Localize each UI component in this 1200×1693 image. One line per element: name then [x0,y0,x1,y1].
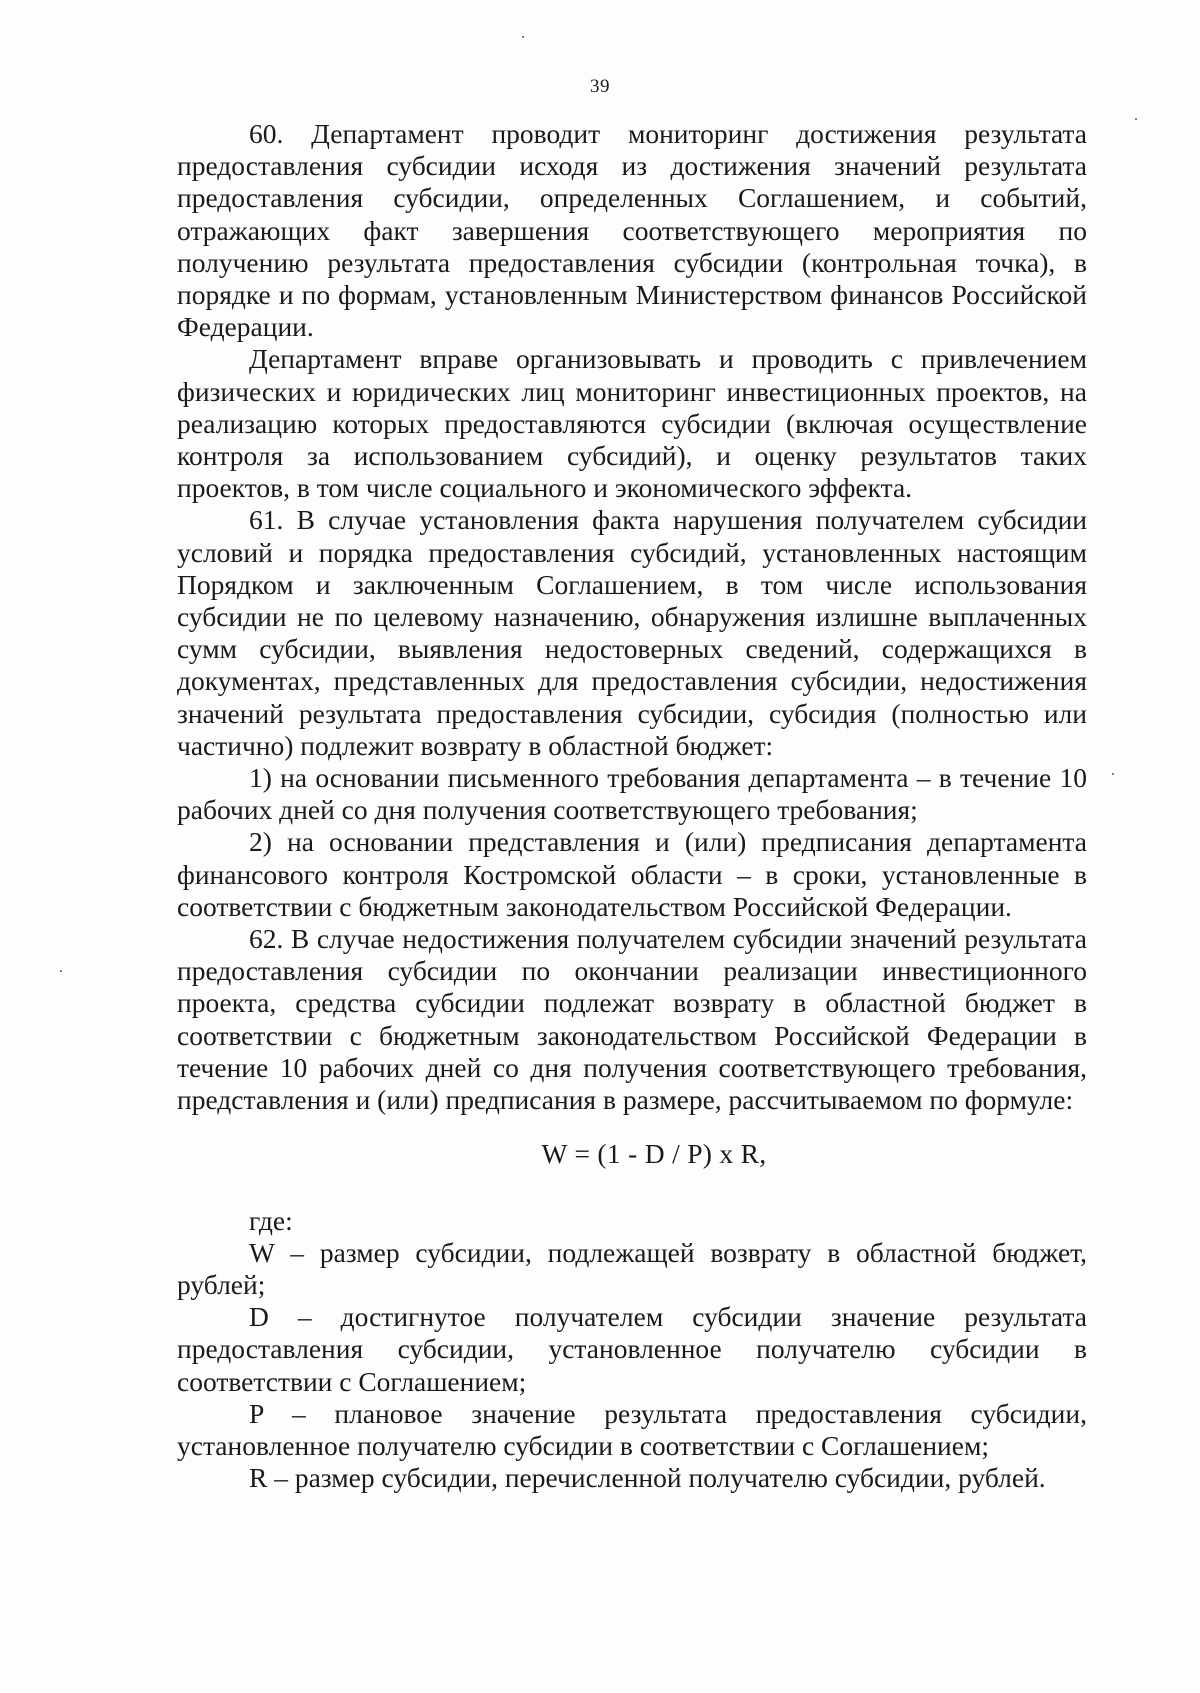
scan-speck [1112,773,1114,775]
paragraph-60: 60. Департамент проводит мониторинг достижения результата предоставления субсидии исходя из достижения значений результата предоставления субсидии, определенных Соглашением, и событий, отражающих факт завершения соответствующего мероприятия по получению результата предоставления субсидии (контрольная точка), в порядке и по формам, установленным Министерством финансов Российской Федерации. [177,118,1087,343]
where-label: где: [249,1204,293,1236]
paragraph-62: 62. В случае недостижения получателем субсидии значений результата предоставления субсидии по окончании реализации инвестиционного проекта, средства субсидии подлежат возврату в областной бюджет в соответствии с бюджетным законодательством Российской Федерации в течение 10 рабочих дней со дня получения соответствующего требования, представления и (или) предписания в размере, рассчитываемом по формуле: [177,923,1087,1116]
paragraph-61: 61. В случае установления факта нарушения получателем субсидии условий и порядка предоставления субсидий, установленных настоящим Порядком и заключенным Соглашением, в том числе использования субсидии не по целевому назначению, обнаружения излишне выплаченных сумм субсидии, выявления недостоверных сведений, содержащихся в документах, представленных для предоставления субсидии, недостижения значений результата предоставления субсидии, субсидия (полностью или частично) подлежит возврату в областной бюджет: [177,504,1087,761]
definition-w: W – размер субсидии, подлежащей возврату в областной бюджет, рублей; [177,1236,1087,1300]
definition-d: D – достигнутое получателем субсидии значение результата предоставления субсидии, установленное получателю субсидии в соответствии с Соглашением; [177,1301,1087,1397]
definition-r: R – размер субсидии, перечисленной получателю субсидии, рублей. [249,1462,1046,1494]
list-item-1: 1) на основании письменного требования департамента – в течение 10 рабочих дней со дня получения соответствующего требования; [177,762,1087,826]
scan-speck [522,36,524,38]
scan-speck [1135,118,1137,120]
definition-p: P – плановое значение результата предоставления субсидии, установленное получателю субсидии в соответствии с Соглашением; [177,1397,1087,1461]
list-item-2: 2) на основании представления и (или) предписания департамента финансового контроля Костромской области – в сроки, установленные в соответствии с бюджетным законодательством Российской Федерации. [177,826,1087,922]
document-body [177,118,1087,1494]
page-number: 39 [590,76,610,97]
scan-speck [60,970,62,972]
paragraph-monitoring: Департамент вправе организовывать и проводить с привлечением физических и юридических лиц мониторинг инвестиционных проектов, на реализацию которых предоставляются субсидии (включая осуществление контроля за использованием субсидий), и оценку результатов таких проектов, в том числе социального и экономического эффекта. [177,343,1087,504]
return-formula: W = (1 - D / P) x R, [541,1138,767,1170]
